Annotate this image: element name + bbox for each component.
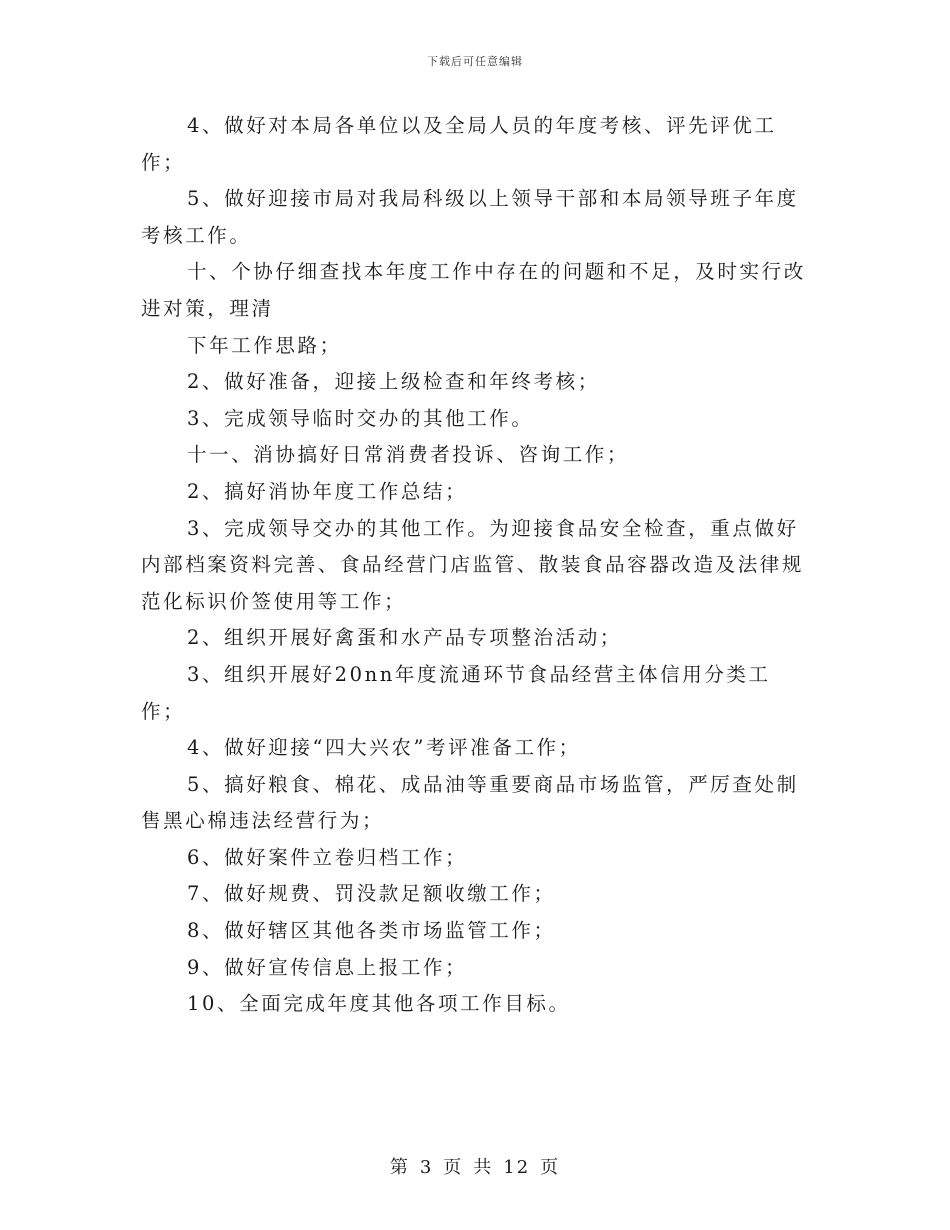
document-body (141, 108, 809, 1023)
paragraph: 5、做好迎接市局对我局科级以上领导干部和本局领导班子年度考核工作。 (141, 187, 799, 247)
paragraph: 6、做好案件立卷归档工作； (187, 845, 468, 869)
paragraph: 9、做好宣传信息上报工作； (187, 955, 468, 979)
page-number-footer (0, 1153, 950, 1179)
page-header: 下载后可任意编辑 (427, 55, 523, 68)
paragraph: 4、做好迎接“四大兴农”考评准备工作； (187, 736, 581, 760)
footer-total-pages: 12 (503, 1157, 531, 1178)
paragraph: 下年工作思路； (187, 333, 342, 357)
paragraph: 3、完成领导临时交办的其他工作。 (187, 406, 534, 430)
paragraph: 3、完成领导交办的其他工作。为迎接食品安全检查，重点做好内部档案资料完善、食品经营门店监管、散装食品容器改造及法律规范化标识价签使用等工作； (141, 516, 805, 613)
paragraph: 2、搞好消协年度工作总结； (187, 479, 468, 503)
paragraph: 2、组织开展好禽蛋和水产品专项整治活动； (187, 626, 622, 650)
paragraph: 4、做好对本局各单位以及全局人员的年度考核、评先评优工作； (141, 114, 777, 174)
paragraph: 8、做好辖区其他各类市场监管工作； (187, 919, 556, 943)
footer-page-label: 第 (389, 1157, 410, 1178)
paragraph: 十、个协仔细查找本年度工作中存在的问题和不足，及时实行改进对策，理清 (141, 260, 806, 320)
paragraph: 十一、消协搞好日常消费者投诉、咨询工作； (187, 443, 630, 467)
footer-total-unit: 页 (540, 1157, 561, 1178)
footer-total-label: 共 (473, 1157, 494, 1178)
paragraph: 2、做好准备，迎接上级检查和年终考核； (187, 370, 600, 394)
paragraph: 7、做好规费、罚没款足额收缴工作； (187, 882, 556, 906)
paragraph: 3、组织开展好20nn年度流通环节食品经营主体信用分类工作； (141, 662, 771, 723)
footer-current-page: 3 (419, 1157, 434, 1178)
paragraph: 5、搞好粮食、棉花、成品油等重要商品市场监管，严厉查处制售黑心棉违法经营行为； (141, 772, 799, 833)
paragraph: 10、全面完成年度其他各项工作目标。 (187, 992, 571, 1016)
footer-page-unit: 页 (443, 1157, 464, 1178)
